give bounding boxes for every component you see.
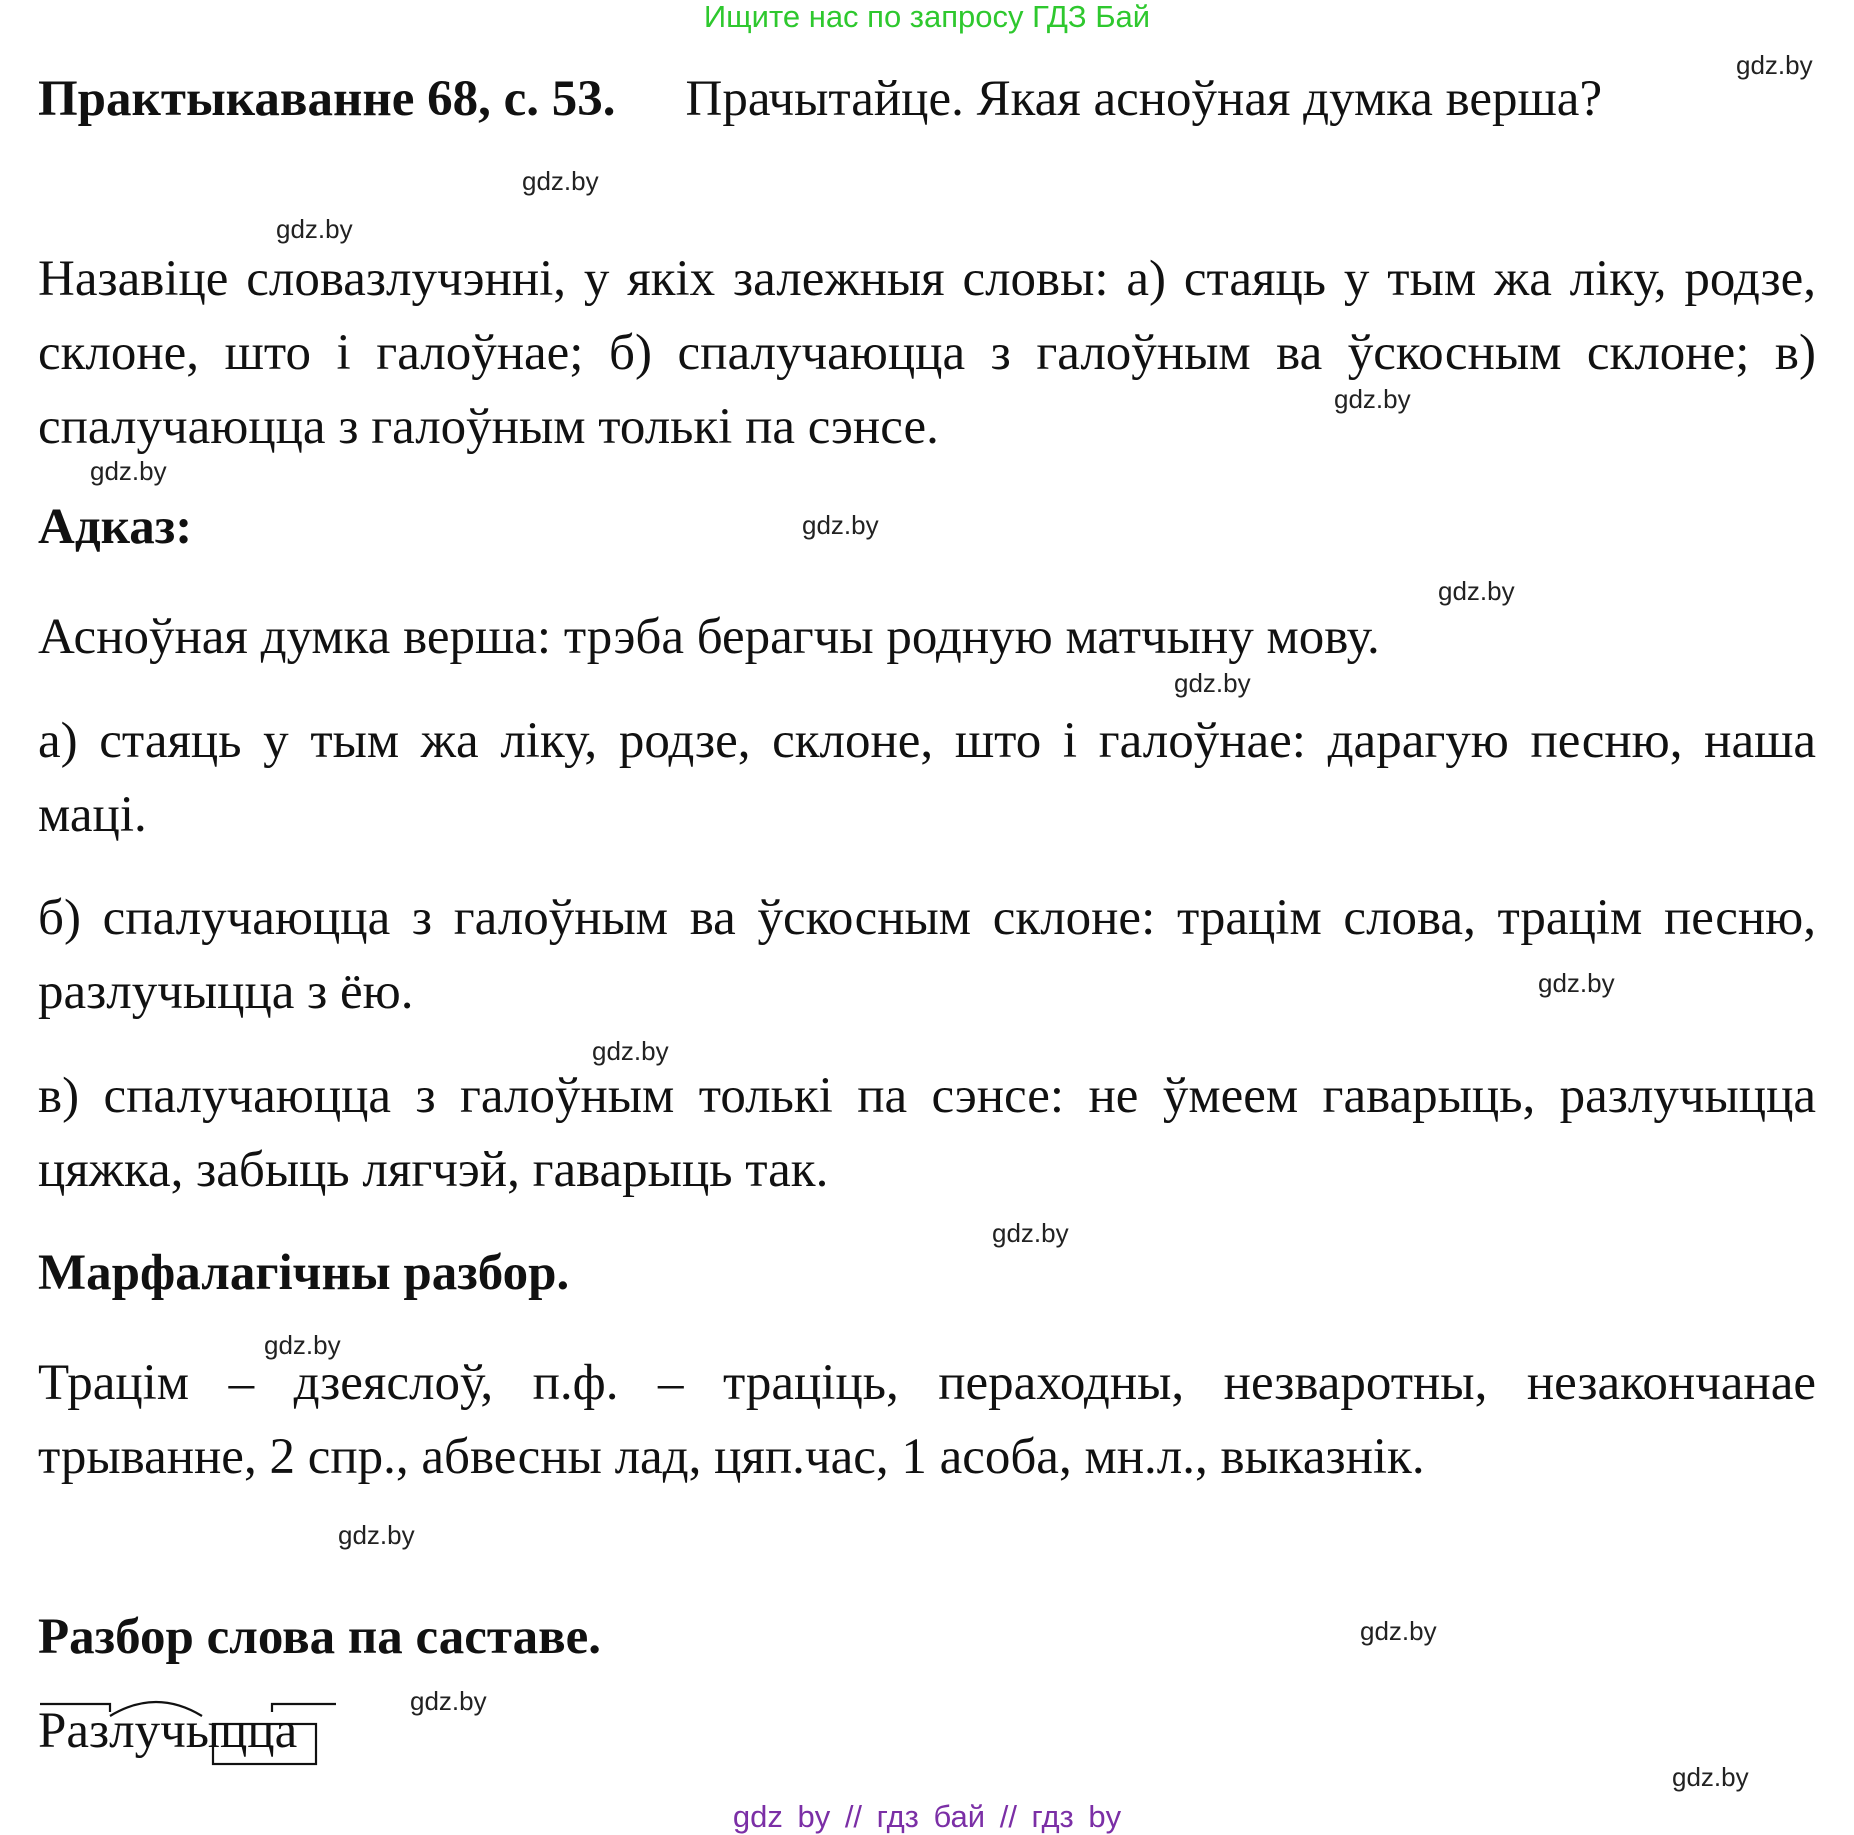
parsed-word: Разлучыцца [38,1703,298,1759]
watermark: gdz.by [1360,1616,1437,1646]
watermark: gdz.by [1438,576,1515,606]
watermark: gdz.by [338,1520,415,1550]
composition-heading: Разбор слова па саставе. [38,1609,601,1665]
root-mark [110,1702,202,1716]
morph-text: Трацім – дзеяслоў, п.ф. – траціць, пераходны, незваротны, незакончанае трыванне, 2 спр., абвесны лад, цяп.час, 1 асоба, мн.л., выказнік. [38,1355,1816,1485]
watermark: gdz.by [276,214,353,244]
answer-item-a: а) стаяць у тым жа ліку, родзе, склоне, што і галоўнае: дарагую песню, наша маці. [38,713,1816,843]
task-question: Прачытайце. Якая асноўная думка верша? [685,71,1603,127]
watermark: gdz.by [1736,50,1813,80]
suffix-box [213,1724,316,1764]
morph-heading: Марфалагічны разбор. [38,1245,570,1301]
footer-links[interactable]: gdz by // гдз бай // гдз by [732,1799,1122,1834]
word-composition-diagram [38,1690,438,1770]
answer-item-b: б) спалучаюцца з галоўным ва ўскосным склоне: трацім слова, трацім песню, разлучыцца з ёю. [38,890,1816,1020]
postfix-mark [272,1704,336,1712]
watermark: gdz.by [1334,384,1411,414]
top-banner[interactable]: Ищите нас по запросу ГДЗ Бай [703,0,1151,34]
watermark: gdz.by [992,1218,1069,1248]
watermark: gdz.by [90,456,167,486]
watermark: gdz.by [592,1036,669,1066]
watermark: gdz.by [802,510,879,540]
morpheme-marks [38,1690,438,1770]
answer-heading: Адказ: [38,499,193,555]
task-statement [38,62,1816,136]
task-title: Практыкаванне 68, с. 53. [38,71,616,127]
answer-item-c: в) спалучаюцца з галоўным толькі па сэнсе: не ўмеем гаварыць, разлучыцца цяжка, забыць лягчэй, гаварыць так. [38,1068,1816,1198]
watermark: gdz.by [264,1330,341,1360]
answer-main-idea: Асноўная думка верша: трэба берагчы родную матчыну мову. [38,609,1380,665]
watermark: gdz.by [1174,668,1251,698]
watermark: gdz.by [1672,1762,1749,1792]
watermark: gdz.by [522,166,599,196]
prefix-mark [40,1704,110,1712]
task-instruction: Назавіце словазлучэнні, у якіх залежныя словы: а) стаяць у тым жа ліку, родзе, склоне, што і галоўнае; б) спалучаюцца з галоўным ва ўскосным склоне; в) спалучаюцца з галоўным толькі па сэнсе. [38,251,1816,455]
watermark: gdz.by [410,1686,487,1716]
watermark: gdz.by [1538,968,1615,998]
